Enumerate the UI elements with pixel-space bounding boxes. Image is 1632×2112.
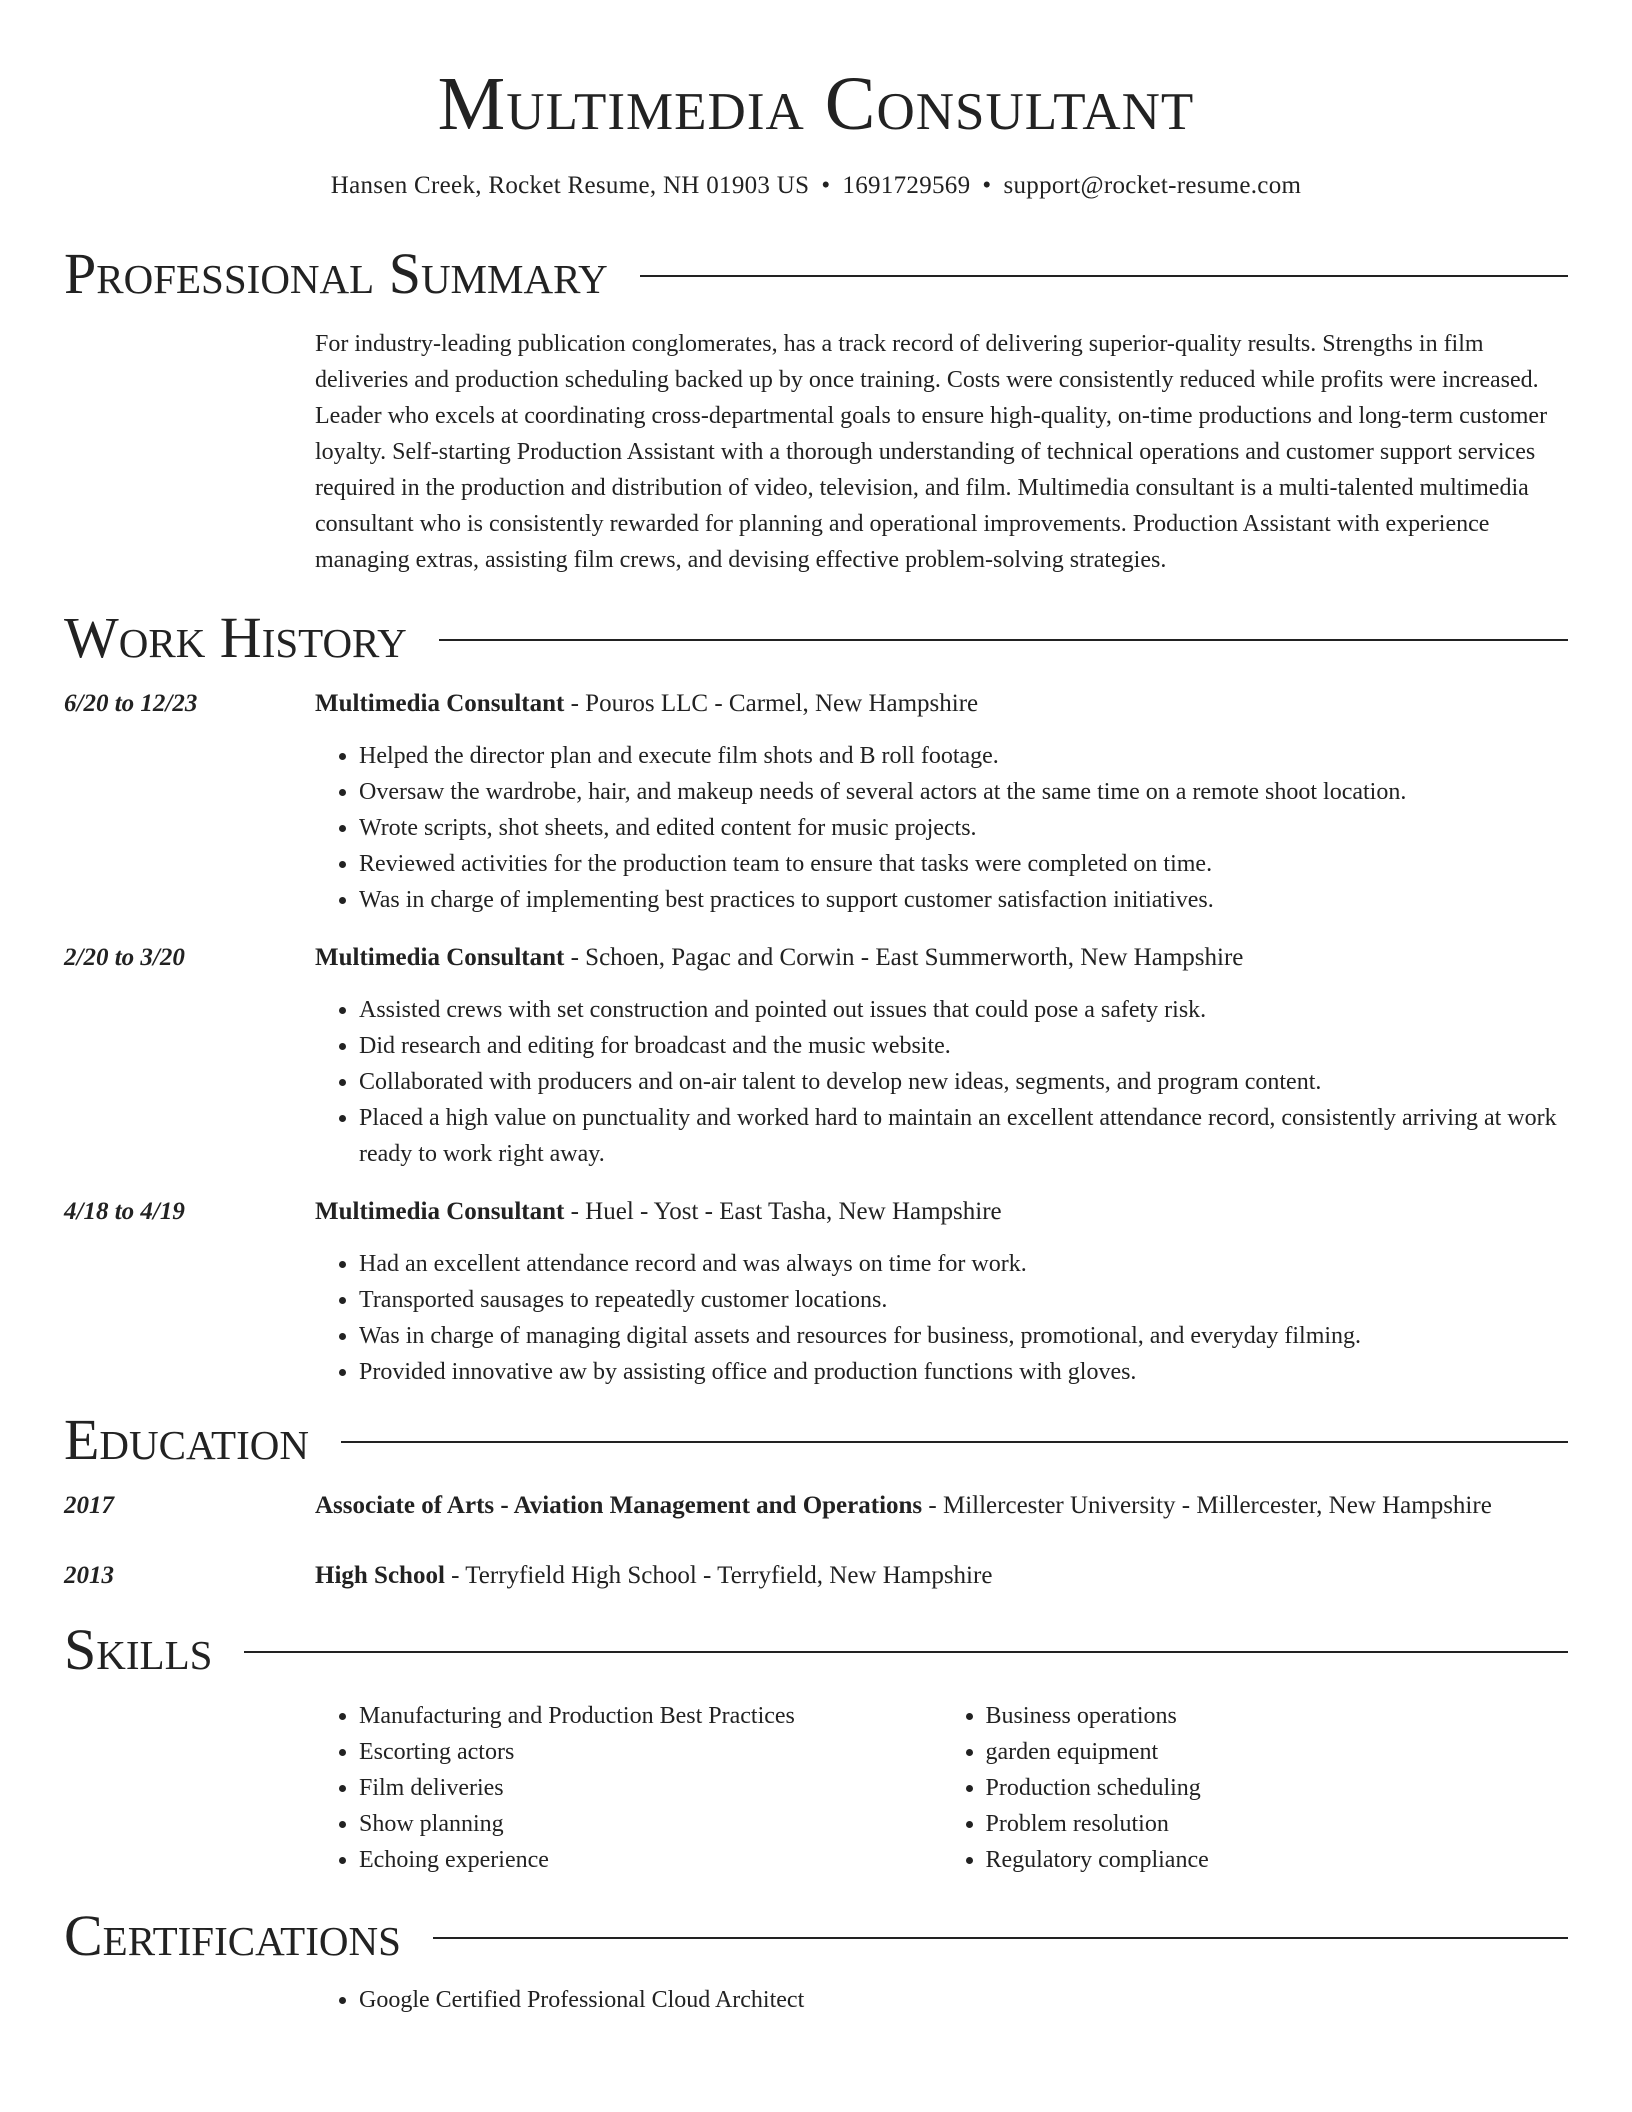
contact-separator: •: [982, 172, 992, 199]
certification-item: • Google Certified Professional Cloud Architect: [359, 1982, 1568, 2018]
section-divider: [640, 275, 1568, 277]
summary-section-header: [64, 242, 1568, 306]
section-title: Skills: [64, 1617, 213, 1682]
skills-list: [315, 1698, 1568, 1878]
contact-address: Hansen Creek, Rocket Resume, NH 01903 US: [330, 172, 810, 199]
job-title: Multimedia Consultant: [315, 690, 565, 717]
education-degree: Associate of Arts - Aviation Management and Operations: [315, 1492, 923, 1519]
skill-item: • Echoing experience: [359, 1842, 942, 1878]
contact-separator: •: [821, 172, 831, 199]
job-employer: - Schoen, Pagac and Corwin - East Summerworth, New Hampshire: [564, 944, 1244, 971]
section-title: Professional Summary: [64, 241, 608, 306]
list-item: • Wrote scripts, shot sheets, and edited content for music projects.: [359, 810, 1568, 846]
list-item: • Oversaw the wardrobe, hair, and makeup needs of several actors at the same time on a remote shoot location.: [359, 774, 1568, 810]
education-section-header: [64, 1408, 1568, 1472]
resume-page: [64, 0, 1568, 2018]
education-school: - Terryfield High School - Terryfield, New Hampshire: [444, 1562, 993, 1589]
job-date: 6/20 to 12/23: [64, 690, 198, 717]
job-date: 2/20 to 3/20: [64, 944, 185, 971]
skills-column-left: [315, 1698, 942, 1878]
skill-item: • garden equipment: [986, 1734, 1569, 1770]
list-item: • Placed a high value on punctuality and worked hard to maintain an excellent attendance record, consistently arriving at work ready to work right away.: [359, 1100, 1568, 1172]
list-item: • Provided innovative aw by assisting office and production functions with gloves.: [359, 1354, 1568, 1390]
list-item: • Helped the director plan and execute film shots and B roll footage.: [359, 738, 1568, 774]
candidate-name: Multimedia Consultant: [437, 62, 1195, 146]
certifications-list: [315, 1982, 1568, 2018]
skills-column-right: [942, 1698, 1569, 1878]
list-item: • Reviewed activities for the production team to ensure that tasks were completed on time.: [359, 846, 1568, 882]
skill-item: • Escorting actors: [359, 1734, 942, 1770]
education-detail: [315, 1556, 1568, 1596]
list-item: • Did research and editing for broadcast and the music website.: [359, 1028, 1568, 1064]
work-section-header: [64, 606, 1568, 670]
section-title: Education: [64, 1407, 309, 1472]
skill-item: • Regulatory compliance: [986, 1842, 1569, 1878]
skill-item: • Production scheduling: [986, 1770, 1569, 1806]
contact-phone: 1691729569: [842, 172, 971, 199]
job-employer: - Pouros LLC - Carmel, New Hampshire: [564, 690, 979, 717]
job-title-line: [315, 938, 1568, 978]
list-item: • Collaborated with producers and on-air talent to develop new ideas, segments, and program content.: [359, 1064, 1568, 1100]
list-item: • Transported sausages to repeatedly customer locations.: [359, 1282, 1568, 1318]
summary-text: For industry-leading publication conglomerates, has a track record of delivering superior-quality results. Strengths in film deliveries and production scheduling backed up by once training. Costs were consistently reduced while profits were increased. Leader who excels at coordinating cross-departmental goals to ensure high-quality, on-time productions and long-term customer loyalty. Self-starting Production Assistant with a thorough understanding of technical operations and customer support services required in the production and distribution of video, television, and film. Multimedia consultant is a multi-talented multimedia consultant who is consistently rewarded for planning and operational improvements. Production Assistant with experience managing extras, assisting film crews, and devising effective problem-solving strategies.: [315, 331, 1548, 573]
section-title: Work History: [64, 605, 407, 670]
list-item: • Had an excellent attendance record and was always on time for work.: [359, 1246, 1568, 1282]
job-bullets: [315, 992, 1568, 1172]
job-employer: - Huel - Yost - East Tasha, New Hampshire: [564, 1198, 1002, 1225]
job-entry: [64, 684, 1568, 918]
section-divider: [433, 1937, 1568, 1939]
section-title: Certifications: [64, 1903, 401, 1968]
skill-item: • Show planning: [359, 1806, 942, 1842]
section-divider: [341, 1441, 1568, 1443]
job-bullets: [315, 1246, 1568, 1390]
list-item: • Assisted crews with set construction and pointed out issues that could pose a safety risk.: [359, 992, 1568, 1028]
section-divider: [439, 639, 1568, 641]
education-detail: [315, 1486, 1568, 1526]
certifications-section-header: [64, 1904, 1568, 1968]
education-date: 2013: [64, 1562, 114, 1589]
skills-section-header: [64, 1618, 1568, 1682]
job-title-line: [315, 1192, 1568, 1232]
job-title: Multimedia Consultant: [315, 944, 565, 971]
job-title: Multimedia Consultant: [315, 1198, 565, 1225]
job-date: 4/18 to 4/19: [64, 1198, 185, 1225]
skill-item: • Manufacturing and Production Best Practices: [359, 1698, 942, 1734]
section-divider: [244, 1651, 1568, 1653]
list-item: • Was in charge of implementing best practices to support customer satisfaction initiatives.: [359, 882, 1568, 918]
list-item: • Was in charge of managing digital assets and resources for business, promotional, and everyday filming.: [359, 1318, 1568, 1354]
contact-line: [64, 170, 1568, 202]
skill-item: • Film deliveries: [359, 1770, 942, 1806]
job-bullets: [315, 738, 1568, 918]
education-entry: [64, 1486, 1568, 1526]
education-school: - Millercester University - Millercester, New Hampshire: [922, 1492, 1492, 1519]
job-entry: [64, 1192, 1568, 1390]
job-title-line: [315, 684, 1568, 724]
job-entry: [64, 938, 1568, 1172]
education-degree: High School: [315, 1562, 445, 1589]
skill-item: • Business operations: [986, 1698, 1569, 1734]
contact-email: support@rocket-resume.com: [1003, 172, 1302, 199]
education-date: 2017: [64, 1492, 114, 1519]
education-entry: [64, 1556, 1568, 1596]
skill-item: • Problem resolution: [986, 1806, 1569, 1842]
